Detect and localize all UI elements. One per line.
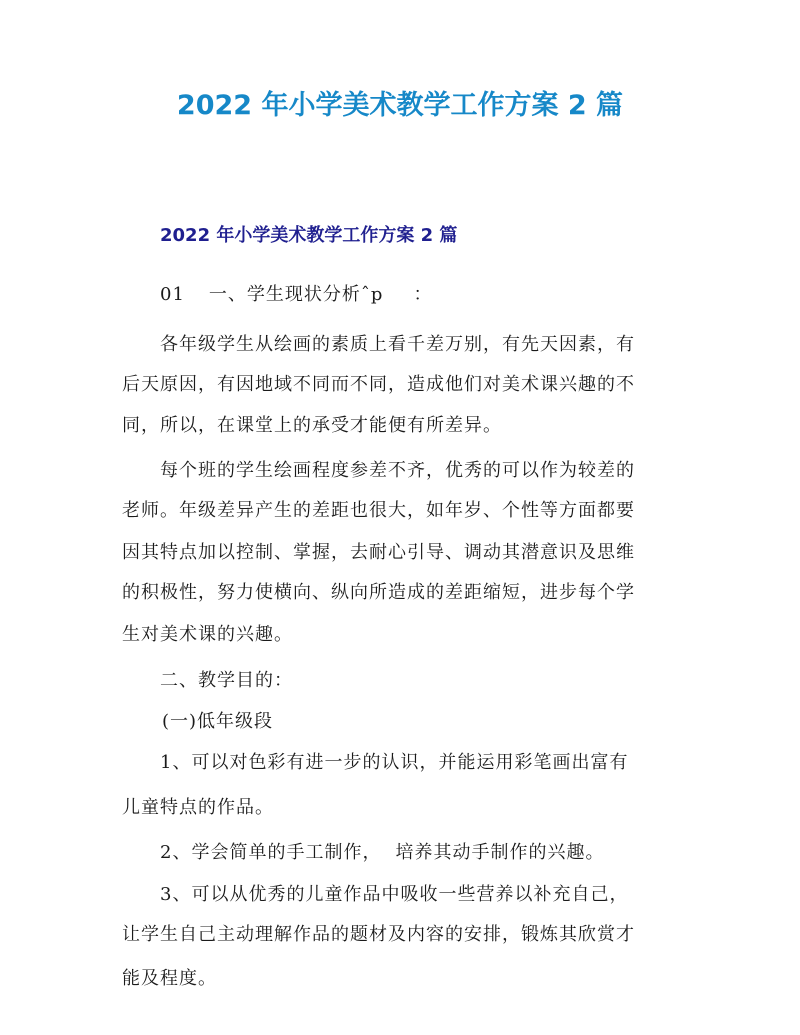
subsection-heading: (一)低年级段 <box>162 711 274 732</box>
section-heading-01 <box>160 282 432 308</box>
section-label: 一、学生现状分析ˆp <box>208 284 384 305</box>
paragraph-line: 各年级学生从绘画的素质上看千差万别，有先天因素，有 <box>160 334 635 355</box>
section-number: 01 <box>160 284 185 305</box>
list-item-line: 能及程度。 <box>122 968 217 989</box>
paragraph-line: 因其特点加以控制、掌握，去耐心引导、调动其潜意识及思维 <box>122 542 635 563</box>
document-heading: 2022 年小学美术教学工作方案 2 篇 <box>160 225 458 246</box>
paragraph-line: 老师。年级差异产生的差距也很大，如年岁、个性等方面都要 <box>122 500 635 521</box>
paragraph-line: 生对美术课的兴趣。 <box>122 624 293 645</box>
list-item-part: 2、学会简单的手工制作， <box>160 842 382 863</box>
list-item-line: 儿童特点的作品。 <box>122 797 274 818</box>
paragraph-line: 后天原因，有因地域不同而不同，造成他们对美术课兴趣的不 <box>122 374 635 395</box>
paragraph-line: 每个班的学生绘画程度参差不齐，优秀的可以作为较差的 <box>160 460 635 481</box>
list-item-line: 让学生自己主动理解作品的题材及内容的安排，锻炼其欣赏才 <box>122 924 635 945</box>
paragraph-line: 同，所以，在课堂上的承受才能便有所差异。 <box>122 415 502 436</box>
section-colon: ： <box>413 284 433 305</box>
list-item-line: 1、可以对色彩有进一步的认识，并能运用彩笔画出富有 <box>160 752 629 773</box>
list-item <box>160 840 604 866</box>
paragraph-line: 的积极性，努力使横向、纵向所造成的差距缩短，进步每个学 <box>122 582 635 603</box>
section-heading-02: 二、教学目的： <box>160 670 293 691</box>
list-item-part: 培养其动手制作的兴趣。 <box>395 842 605 863</box>
list-item-line: 3、可以从优秀的儿童作品中吸收一些营养以补充自己， <box>160 884 629 905</box>
page-title: 2022 年小学美术教学工作方案 2 篇 <box>176 90 624 121</box>
